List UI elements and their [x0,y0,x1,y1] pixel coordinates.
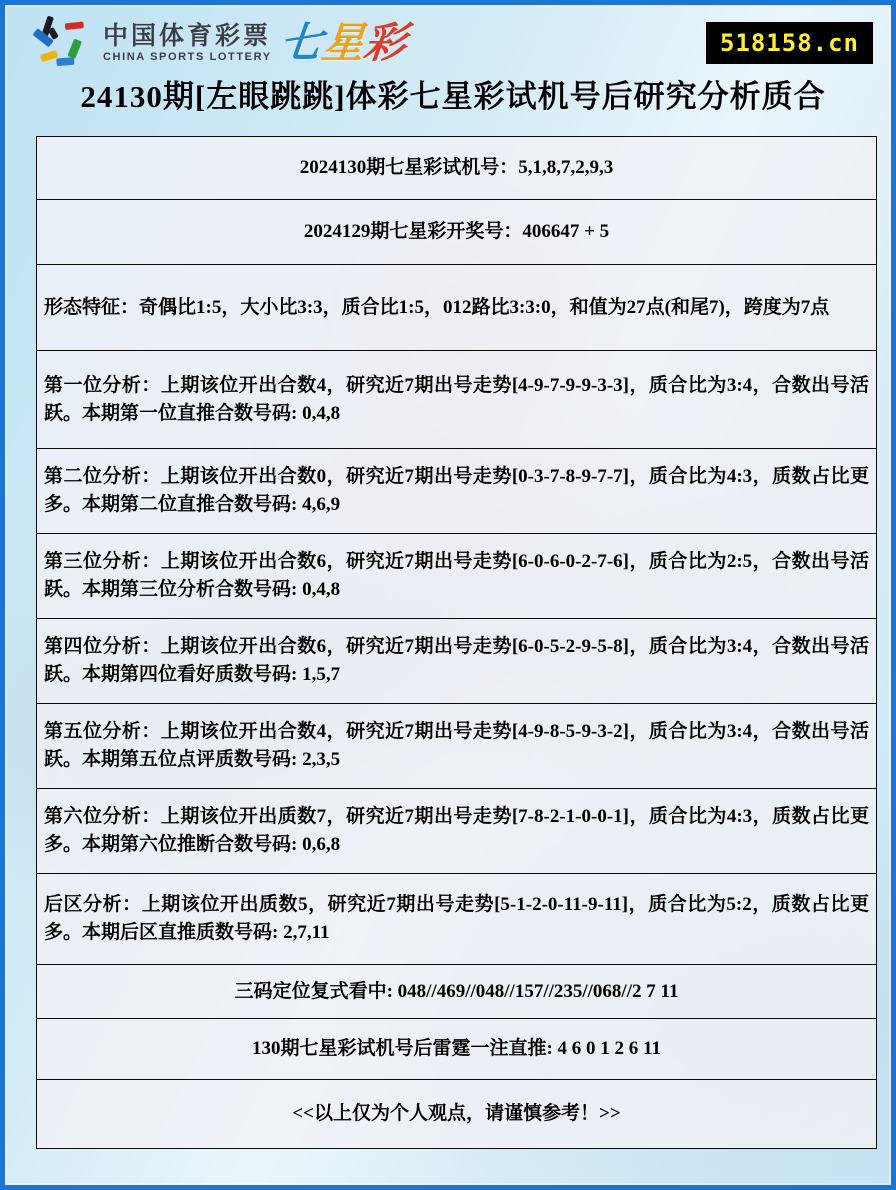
row-back-zone: 后区分析：上期该位开出质数5，研究近7期出号走势[5-1-2-0-11-9-11]，质合比为5:2，质数占比更多。本期后区直推质数号码: 2,7,11 [37,873,876,964]
brand-char-qi: 七 [277,19,325,66]
row-test-number: 2024130期七星彩试机号：5,1,8,7,2,9,3 [299,157,614,178]
row-disclaimer: <<以上仅为个人观点，请谨慎参考！>> [37,1079,876,1148]
logo-name-english: CHINA SPORTS LOTTERY [103,50,272,63]
logo-text [103,21,272,63]
china-sports-lottery-logo [31,15,409,71]
logo-name-chinese: 中国体育彩票 [103,21,272,50]
row-pattern-features: 形态特征：奇偶比1:5，大小比3:3，质合比1:5，012路比3:3:0，和值为27点(和尾7)，跨度为7点 [37,264,876,350]
row-position-1: 第一位分析：上期该位开出合数4，研究近7期出号走势[4-9-7-9-9-3-3]，质合比为3:4，合数出号活跃。本期第一位直推合数号码: 0,4,8 [37,350,876,448]
row-position-5: 第五位分析：上期该位开出合数4，研究近7期出号走势[4-9-8-5-9-3-2]，质合比为3:4，合数出号活跃。本期第五位点评质数号码: 2,3,5 [37,703,876,788]
lottery-figure-icon [31,15,97,71]
row-three-code: 三码定位复式看中: 048//469//048//157//235//068//2 7 11 [37,964,876,1018]
site-badge: 518158.cn [706,22,873,64]
row-position-3: 第三位分析：上期该位开出合数6，研究近7期出号走势[6-0-6-0-2-7-6]，质合比为2:5，合数出号活跃。本期第三位分析合数号码: 0,4,8 [37,533,876,618]
qixingcai-brand-mark [277,19,409,66]
brand-char-xing: 星 [319,19,367,66]
row-position-2: 第二位分析：上期该位开出合数0，研究近7期出号走势[0-3-7-8-9-7-7]，质合比为4:3，质数占比更多。本期第二位直推合数号码: 4,6,9 [37,448,876,533]
row-position-6: 第六位分析：上期该位开出质数7，研究近7期出号走势[7-8-2-1-0-0-1]，质合比为4:3，质数占比更多。本期第六位推断合数号码: 0,6,8 [37,788,876,873]
page-title: 24130期[左眼跳跳]体彩七星彩试机号后研究分析质合 [80,79,826,114]
row-draw-result: 2024129期七星彩开奖号：406647 + 5 [37,199,876,264]
header [31,13,873,73]
brand-char-cai: 彩 [361,19,409,66]
analysis-table [36,136,877,1149]
row-position-4: 第四位分析：上期该位开出合数6，研究近7期出号走势[6-0-5-2-9-5-8]，质合比为3:4，合数出号活跃。本期第四位看好质数号码: 1,5,7 [37,618,876,703]
row-direct-pick: 130期七星彩试机号后雷霆一注直推: 4 6 0 1 2 6 11 [37,1018,876,1079]
